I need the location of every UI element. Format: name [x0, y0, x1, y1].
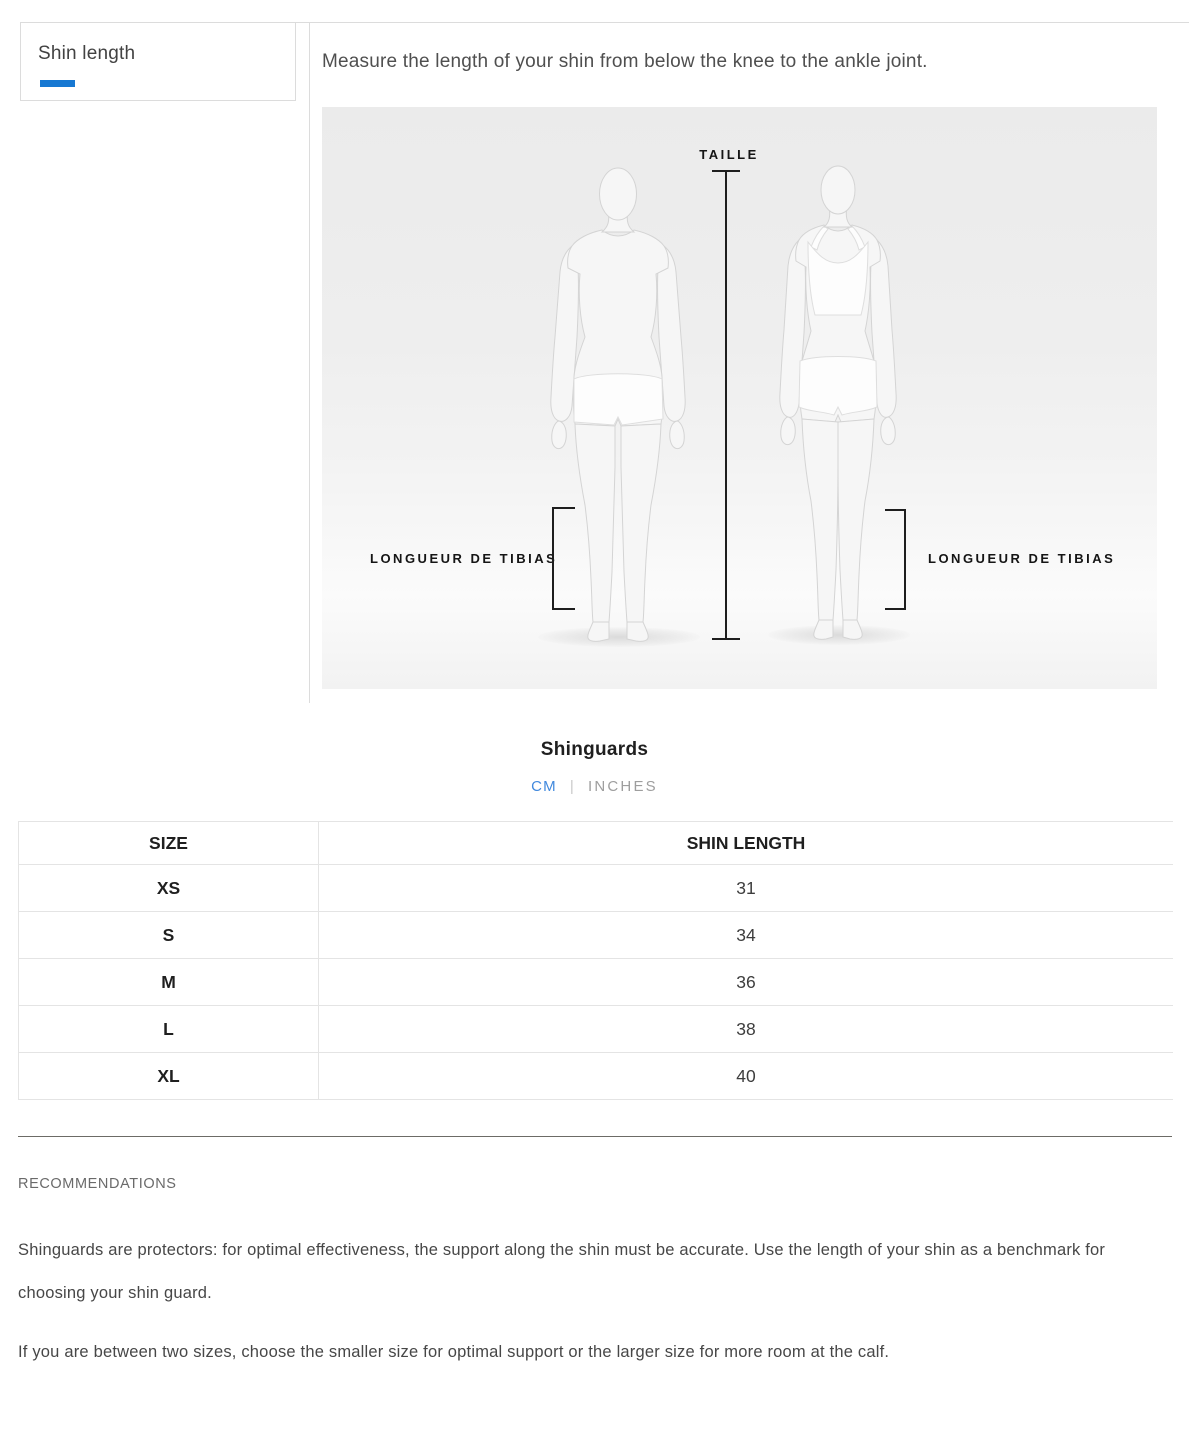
unit-toggle-divider: | — [569, 778, 575, 795]
shin-measure-bracket-left — [552, 507, 573, 610]
size-cell: M — [19, 959, 319, 1006]
height-measure-line — [725, 170, 727, 640]
table-row — [19, 865, 1174, 912]
size-cell: L — [19, 1006, 319, 1053]
shin-length-label-left: LONGUEUR DE TIBIAS — [370, 551, 558, 566]
table-header-row — [19, 822, 1174, 865]
shin-length-cell: 34 — [319, 912, 1174, 959]
shin-length-cell: 36 — [319, 959, 1174, 1006]
measure-guide-section — [20, 22, 1189, 735]
measure-guide-content — [310, 23, 1189, 735]
table-row — [19, 912, 1174, 959]
table-row — [19, 1053, 1174, 1100]
size-cell: XS — [19, 865, 319, 912]
mannequin-measurement-image — [322, 107, 1157, 689]
unit-toggle-inches[interactable]: INCHES — [587, 778, 658, 795]
size-chart-title: Shinguards — [540, 739, 649, 760]
shin-length-column-header: SHIN LENGTH — [319, 822, 1174, 865]
section-divider — [18, 1136, 1172, 1137]
table-row — [19, 1006, 1174, 1053]
unit-toggle-cm[interactable]: CM — [531, 778, 557, 795]
recommendation-paragraph: Shinguards are protectors: for optimal effectiveness, the support along the shin must be accurate. Use the length of your shin as a benchmark for choosing your shin guard. — [18, 1241, 1106, 1302]
shin-length-label-right: LONGUEUR DE TIBIAS — [928, 551, 1116, 566]
active-tab-indicator — [40, 80, 75, 87]
size-column-header: SIZE — [19, 822, 319, 865]
recommendation-paragraph: If you are between two sizes, choose the smaller size for optimal support or the larger size for more room at the calf. — [18, 1343, 890, 1361]
shin-measure-bracket-right — [885, 509, 906, 610]
size-cell: XL — [19, 1053, 319, 1100]
table-row — [19, 959, 1174, 1006]
shin-length-cell: 40 — [319, 1053, 1174, 1100]
measure-tabs-sidebar — [20, 23, 310, 703]
tab-shin-length-label: Shin length — [38, 43, 136, 64]
unit-toggle — [0, 778, 1189, 795]
shin-length-cell: 38 — [319, 1006, 1174, 1053]
recommendations-heading: RECOMMENDATIONS — [18, 1176, 177, 1192]
size-cell: S — [19, 912, 319, 959]
measure-instruction-text: Measure the length of your shin from below the knee to the ankle joint. — [322, 51, 928, 72]
height-measure-label: TAILLE — [699, 147, 759, 162]
size-table — [18, 821, 1173, 1100]
tab-shin-length[interactable] — [20, 23, 296, 101]
shin-length-cell: 31 — [319, 865, 1174, 912]
